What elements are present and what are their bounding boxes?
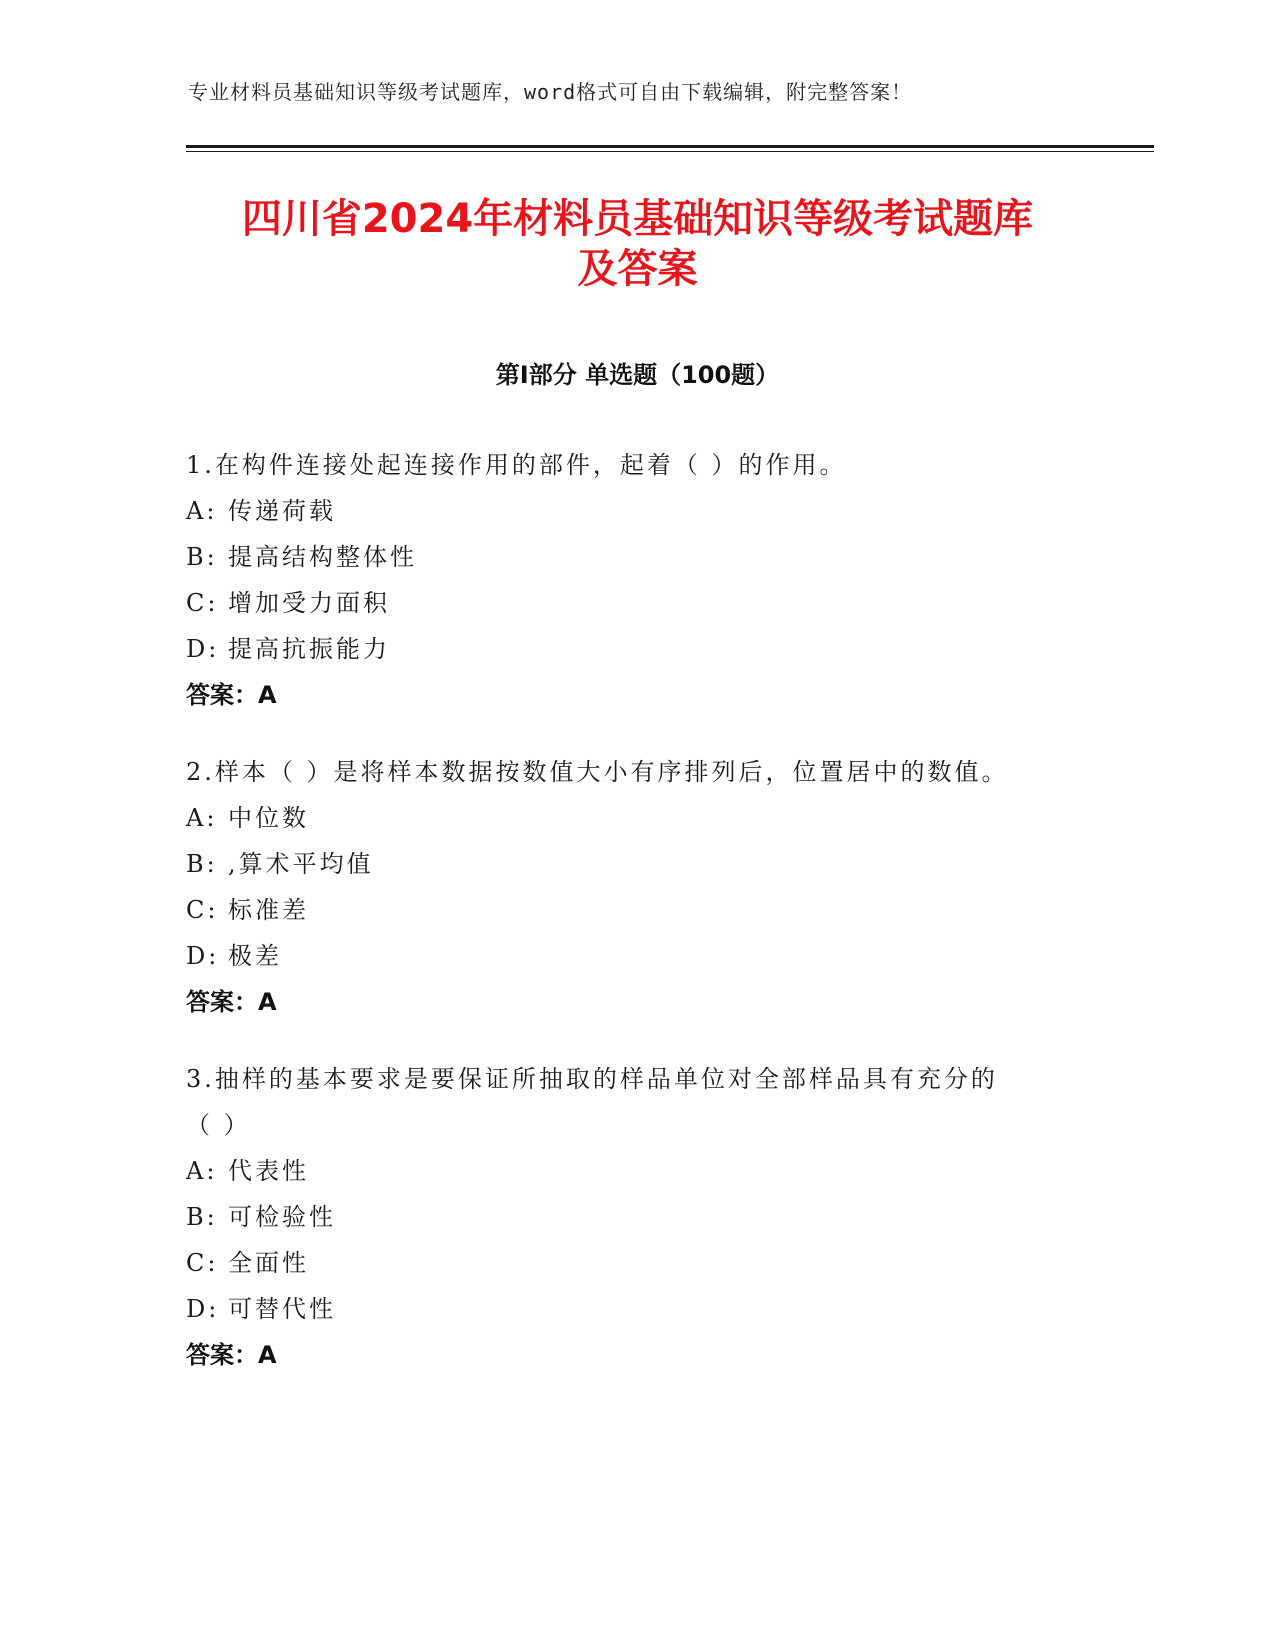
- document-title-line2: 及答案: [577, 246, 698, 292]
- option-text: 全面性: [228, 1249, 309, 1277]
- option-text: 标准差: [228, 896, 309, 924]
- answer: 答案：A: [186, 988, 277, 1016]
- option-key: C:: [186, 589, 219, 617]
- option-key: A:: [186, 804, 218, 832]
- option-text: 增加受力面积: [228, 589, 390, 617]
- option-a: [186, 795, 1086, 841]
- option-key: D:: [186, 1295, 220, 1323]
- option-key: D:: [186, 942, 220, 970]
- answer: 答案：A: [186, 681, 277, 709]
- option-text: 代表性: [228, 1157, 309, 1185]
- option-text: 中位数: [228, 804, 309, 832]
- question-2: [186, 749, 1086, 1025]
- option-text: ,算术平均值: [228, 850, 374, 878]
- question-1: [186, 442, 1086, 718]
- header-note: 专业材料员基础知识等级考试题库，word格式可自由下载编辑，附完整答案！: [188, 80, 913, 104]
- option-text: 可替代性: [228, 1295, 336, 1323]
- option-text: 传递荷载: [228, 497, 336, 525]
- section-title: 第Ⅰ部分 单选题（100题）: [495, 361, 780, 389]
- document-title-line1: 四川省2024年材料员基础知识等级考试题库: [241, 196, 1034, 242]
- option-text: 可检验性: [228, 1203, 336, 1231]
- option-a: [186, 1148, 1086, 1194]
- option-key: C:: [186, 896, 219, 924]
- question-stem-line1: 3.抽样的基本要求是要保证所抽取的样品单位对全部样品具有充分的: [186, 1065, 998, 1093]
- option-b: [186, 534, 1086, 580]
- option-key: D:: [186, 635, 220, 663]
- option-key: B:: [186, 850, 218, 878]
- question-stem: 1.在构件连接处起连接作用的部件，起着（ ）的作用。: [186, 451, 847, 479]
- question-stem: 2.样本（ ）是将样本数据按数值大小有序排列后，位置居中的数值。: [186, 758, 1009, 786]
- question-stem-line2: （ ）: [186, 1111, 251, 1139]
- header-rule-thin: [186, 151, 1154, 152]
- option-d: [186, 1286, 1086, 1332]
- option-c: [186, 1240, 1086, 1286]
- option-key: C:: [186, 1249, 219, 1277]
- option-b: [186, 841, 1086, 887]
- option-key: A:: [186, 497, 218, 525]
- option-text: 提高抗振能力: [228, 635, 390, 663]
- option-key: B:: [186, 1203, 218, 1231]
- option-c: [186, 887, 1086, 933]
- option-text: 极差: [228, 942, 282, 970]
- option-key: A:: [186, 1157, 218, 1185]
- option-key: B:: [186, 543, 218, 571]
- answer: 答案：A: [186, 1341, 277, 1369]
- option-text: 提高结构整体性: [228, 543, 417, 571]
- document-title: [150, 194, 1125, 294]
- option-c: [186, 580, 1086, 626]
- header-rule-thick: [186, 145, 1154, 148]
- option-d: [186, 933, 1086, 979]
- option-a: [186, 488, 1086, 534]
- question-3: [186, 1056, 1086, 1378]
- question-list: [186, 442, 1086, 1409]
- option-b: [186, 1194, 1086, 1240]
- option-d: [186, 626, 1086, 672]
